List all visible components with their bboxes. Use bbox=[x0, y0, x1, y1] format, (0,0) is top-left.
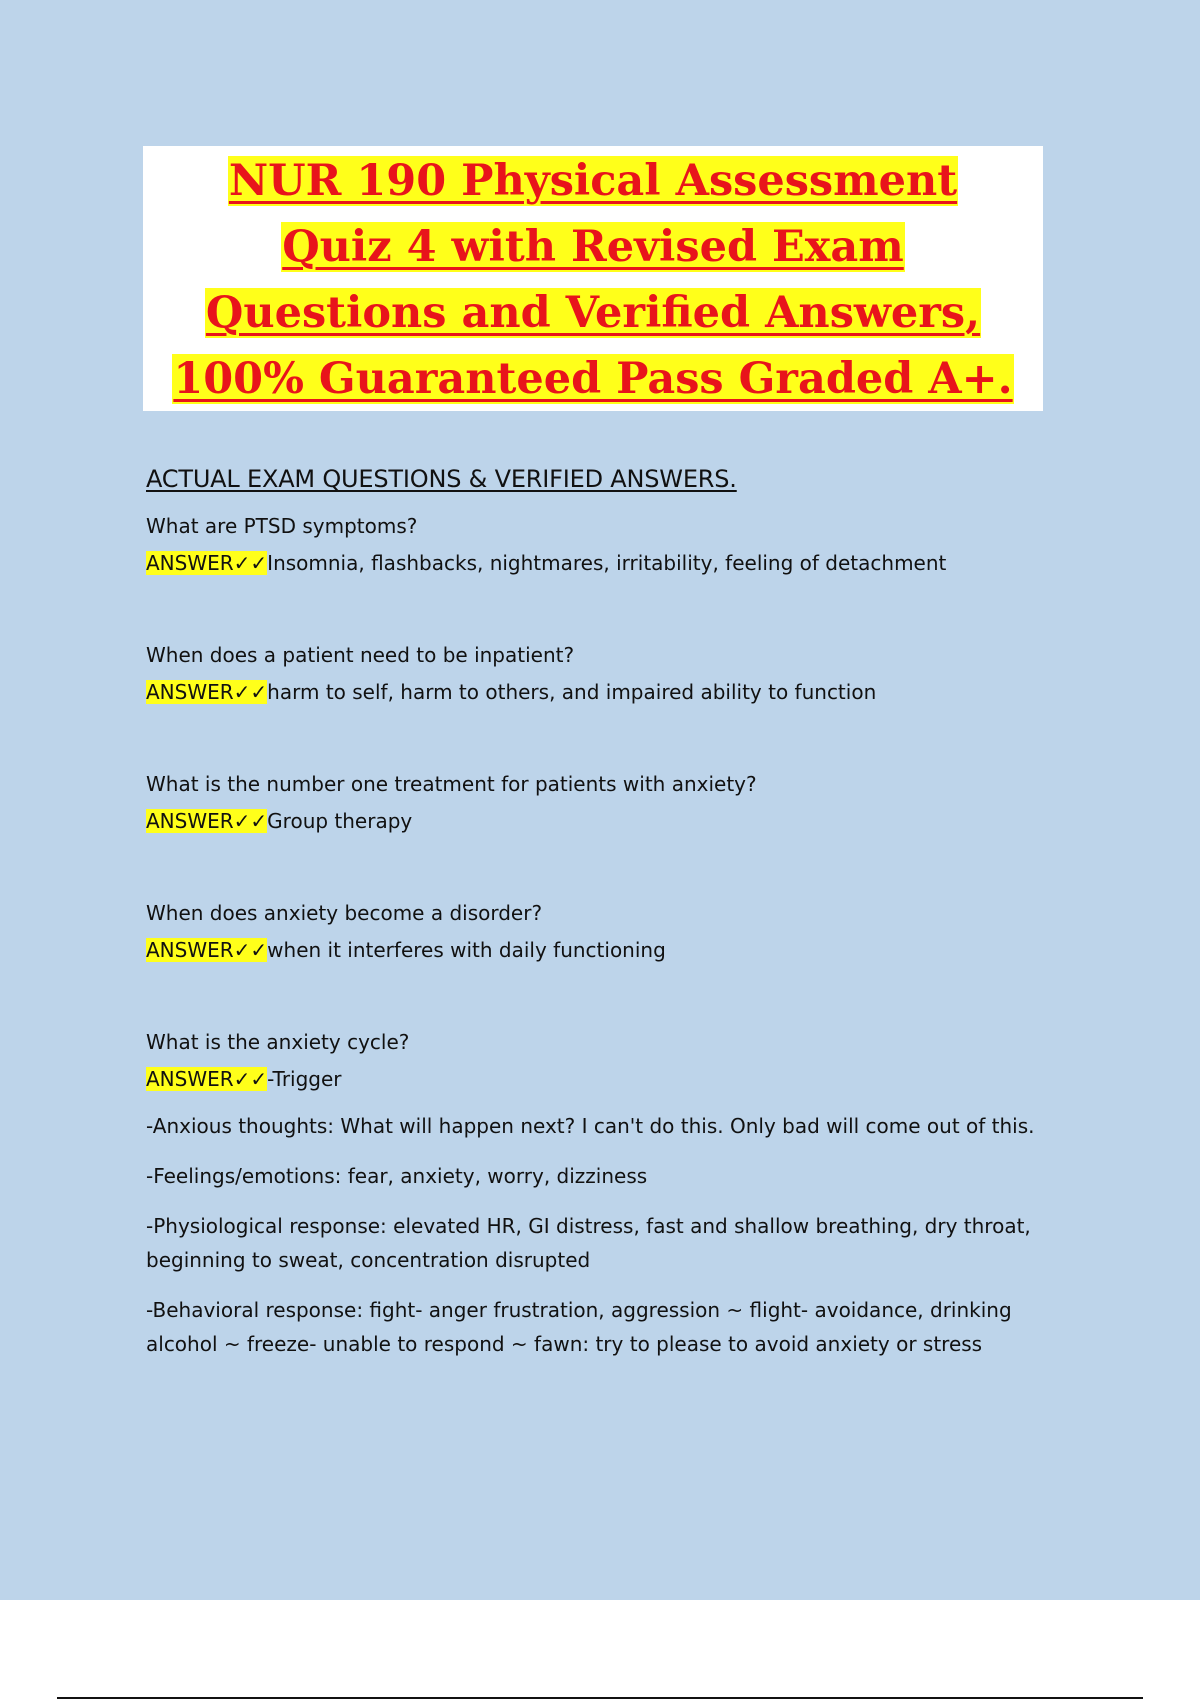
answer-tag: ANSWER✓✓ bbox=[146, 938, 268, 962]
answer-text: Insomnia, flashbacks, nightmares, irritability, feeling of detachment bbox=[267, 551, 947, 575]
qa-item bbox=[146, 512, 1086, 577]
qa-item bbox=[146, 770, 1086, 835]
section-heading: ACTUAL EXAM QUESTIONS & VERIFIED ANSWERS. bbox=[146, 465, 737, 493]
answer-text: harm to self, harm to others, and impaired ability to function bbox=[267, 680, 877, 704]
answer bbox=[146, 1065, 1086, 1093]
question: When does a patient need to be inpatient? bbox=[146, 643, 575, 667]
title-line bbox=[143, 346, 1043, 412]
title-line-text: NUR 190 Physical Assessment bbox=[228, 156, 958, 206]
title-line bbox=[143, 280, 1043, 346]
answer-tag: ANSWER✓✓ bbox=[146, 680, 268, 704]
answer-detail: -Physiological response: elevated HR, GI distress, fast and shallow breathing, dry throat, beginning to sweat, concentration disrupted bbox=[146, 1214, 1031, 1272]
question: What are PTSD symptoms? bbox=[146, 514, 418, 538]
footer-rule bbox=[57, 1697, 1143, 1699]
title-line bbox=[143, 148, 1043, 214]
title-line-text: Questions and Verified Answers, bbox=[205, 288, 981, 338]
title-line bbox=[143, 214, 1043, 280]
answer-detail: -Anxious thoughts: What will happen next? I can't do this. Only bad will come out of this. bbox=[146, 1114, 1035, 1138]
answer-tag: ANSWER✓✓ bbox=[146, 551, 268, 575]
question: When does anxiety become a disorder? bbox=[146, 901, 543, 925]
question: What is the number one treatment for patients with anxiety? bbox=[146, 772, 757, 796]
qa-item bbox=[146, 1028, 1086, 1361]
question: What is the anxiety cycle? bbox=[146, 1030, 410, 1054]
document-content bbox=[146, 460, 1086, 1361]
answer-tag: ANSWER✓✓ bbox=[146, 809, 268, 833]
answer bbox=[146, 807, 1086, 835]
qa-item bbox=[146, 899, 1086, 964]
answer-text: -Trigger bbox=[267, 1067, 342, 1091]
title-box bbox=[143, 146, 1043, 411]
answer-detail: -Behavioral response: fight- anger frustration, aggression ~ flight- avoidance, drinking alcohol ~ freeze- unable to respond ~ fawn: try to please to avoid anxiety or stress bbox=[146, 1298, 1012, 1356]
title-line-text: 100% Guaranteed Pass Graded A+. bbox=[173, 354, 1013, 404]
answer bbox=[146, 936, 1086, 964]
qa-item bbox=[146, 641, 1086, 706]
answer bbox=[146, 678, 1086, 706]
answer bbox=[146, 549, 1086, 577]
answer-detail: -Feelings/emotions: fear, anxiety, worry, dizziness bbox=[146, 1164, 648, 1188]
answer-text: when it interferes with daily functioning bbox=[267, 938, 666, 962]
title-line-text: Quiz 4 with Revised Exam bbox=[282, 222, 904, 272]
answer-text: Group therapy bbox=[267, 809, 413, 833]
answer-tag: ANSWER✓✓ bbox=[146, 1067, 268, 1091]
